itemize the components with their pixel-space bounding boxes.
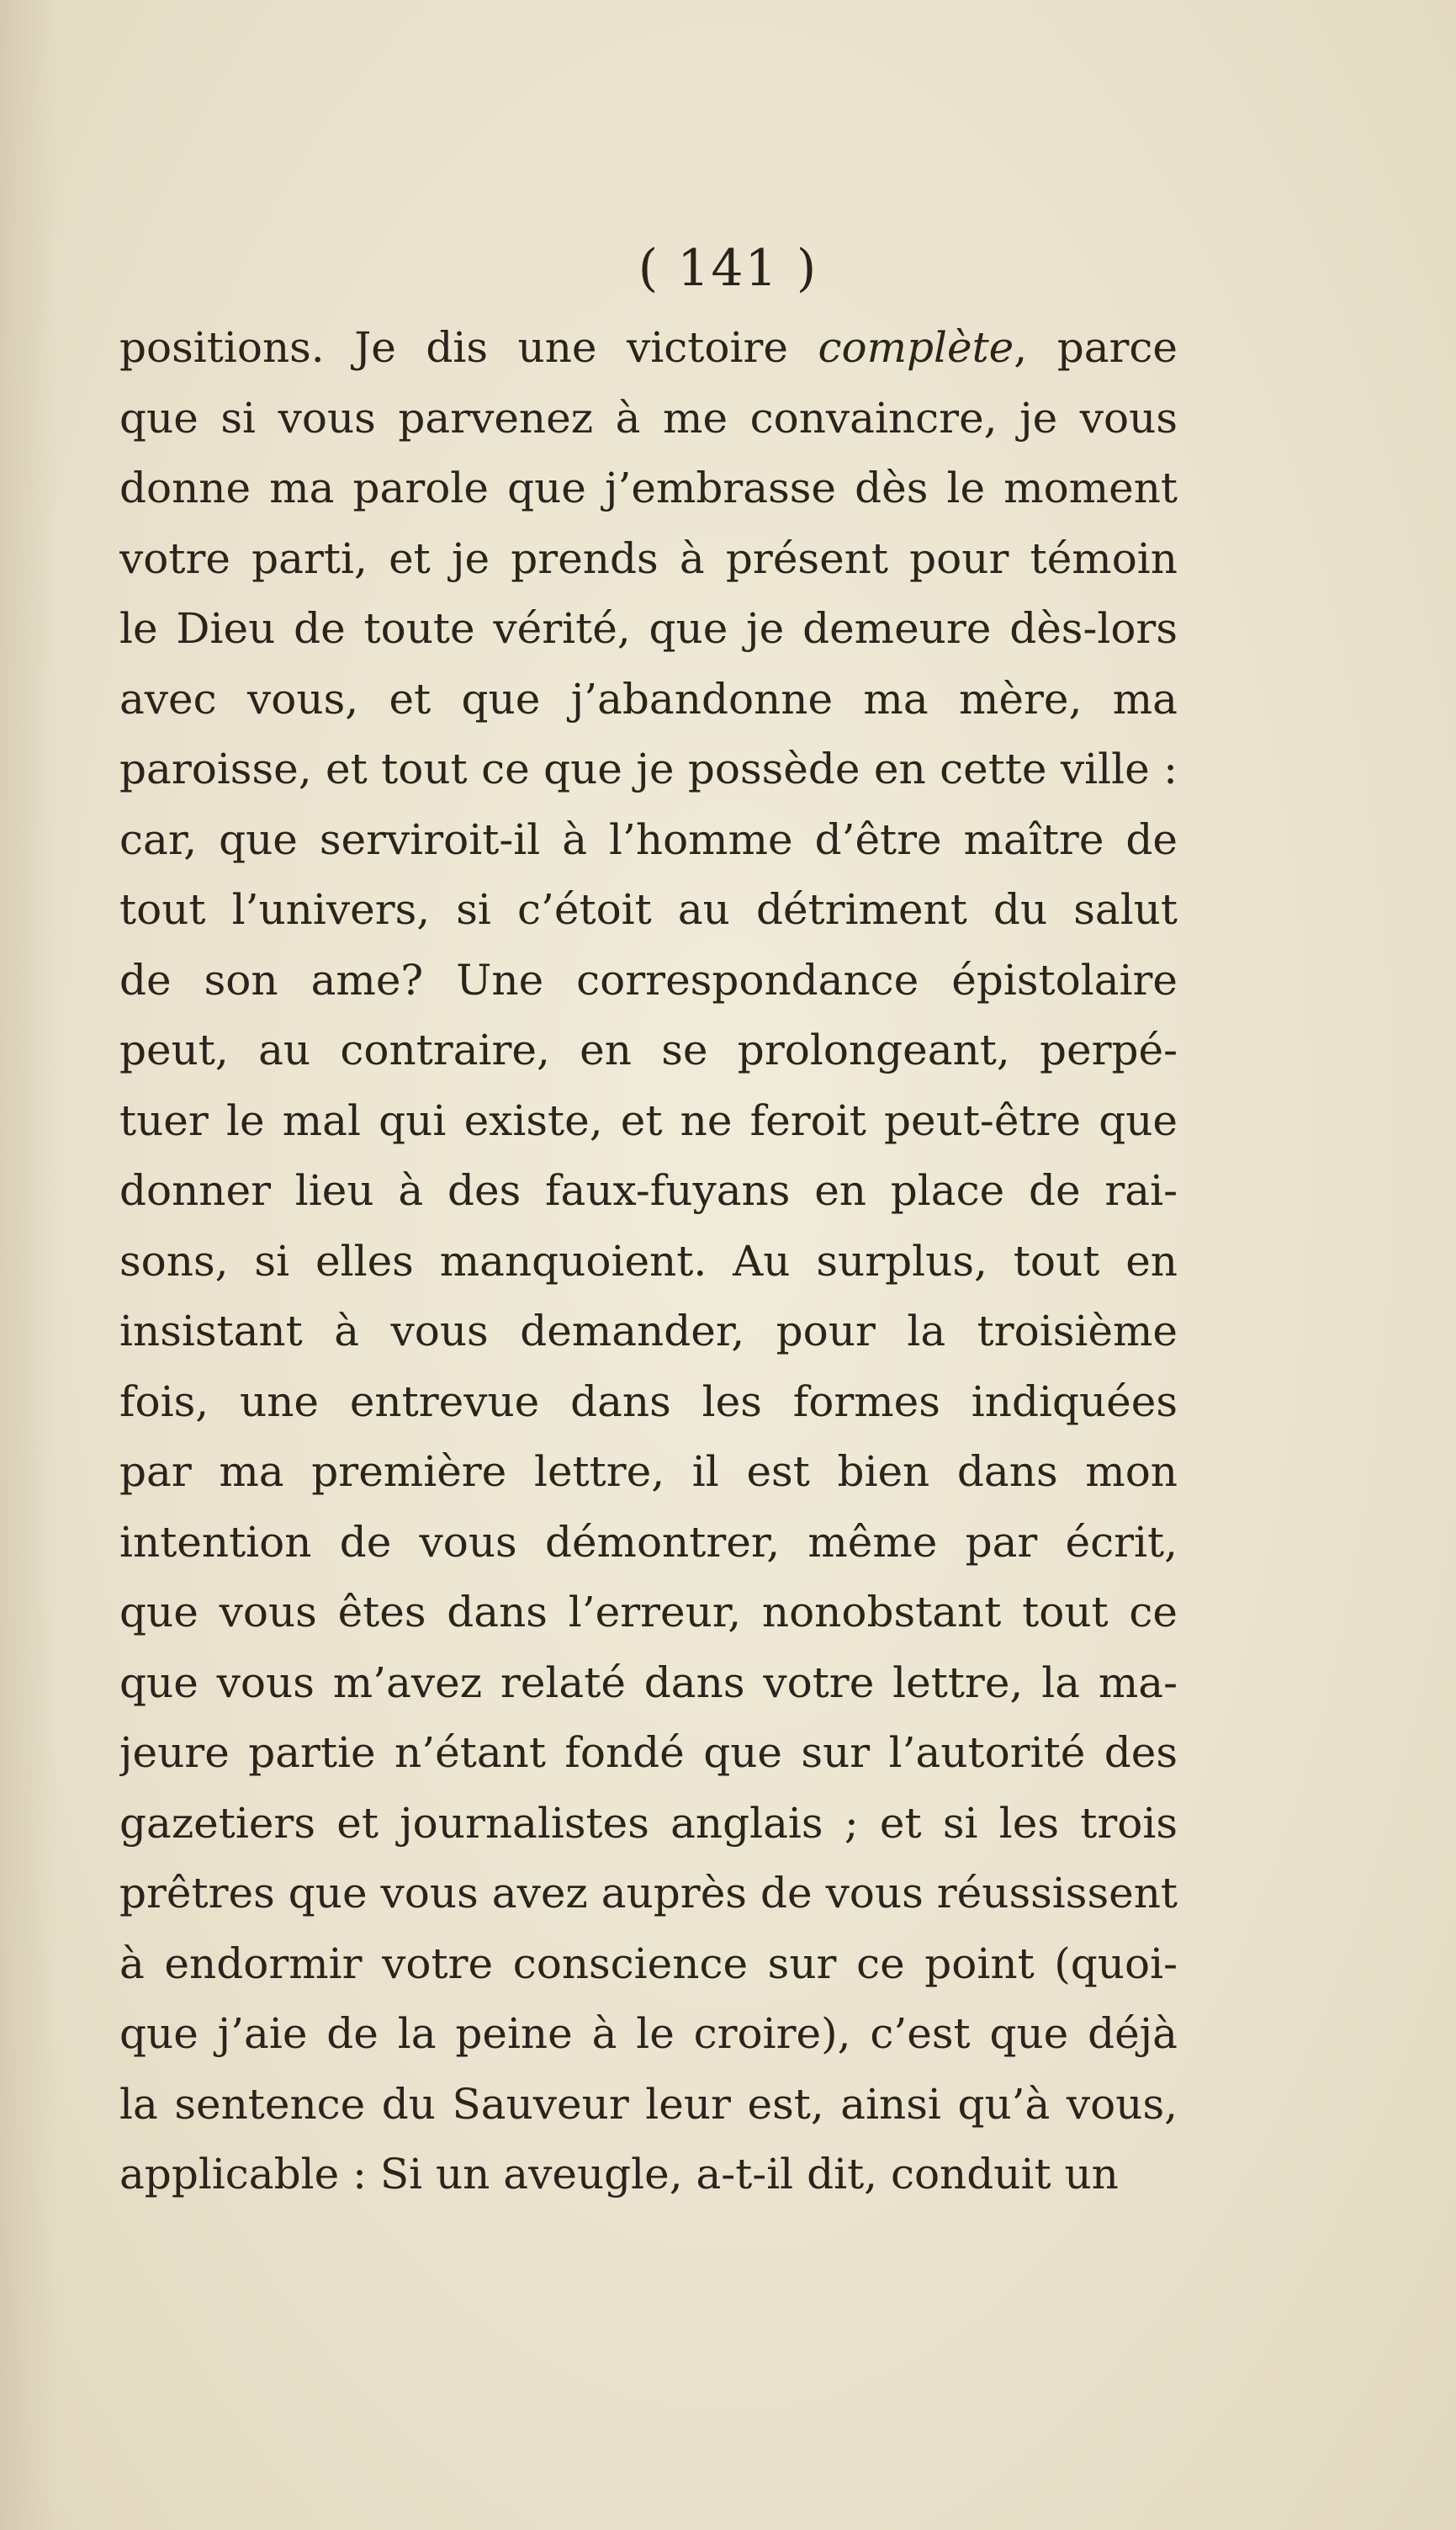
text-line: que si vous parvenez à me convaincre, je vous [119, 393, 1178, 443]
text-line: donne ma parole que j’embrasse dès le moment [119, 464, 1178, 512]
text-line: avec vous, et que j’abandonne ma mère, ma [119, 674, 1178, 724]
text-line: prêtres que vous avez auprès de vous réussissent [119, 1869, 1178, 1917]
text-line: car, que serviroit-il à l’homme d’être maître de [119, 814, 1178, 864]
text-line: à endormir votre conscience sur ce point (quoi- [119, 1939, 1178, 1988]
text-segment: positions. Je dis une victoire [119, 323, 818, 372]
text-line: que vous m’avez relaté dans votre lettre, la ma- [119, 1657, 1178, 1707]
text-line: fois, une entrevue dans les formes indiquées [119, 1376, 1178, 1426]
text-line: tout l’univers, si c’étoit au détriment du salut [119, 885, 1178, 934]
text-line: peut, au contraire, en se prolongeant, perpé- [119, 1026, 1178, 1074]
text-line: gazetiers et journalistes anglais ; et si les trois [119, 1798, 1178, 1848]
text-line: la sentence du Sauveur leur est, ainsi qu’à vous, [119, 2079, 1178, 2129]
text-line: intention de vous démontrer, même par écrit, [119, 1517, 1178, 1567]
text-line: le Dieu de toute vérité, que je demeure dès-lors [119, 604, 1178, 653]
page-number: ( 141 ) [638, 239, 818, 298]
text-line: de son ame? Une correspondance épistolaire [119, 955, 1178, 1005]
text-line: insistant à vous demander, pour la troisième [119, 1307, 1178, 1355]
text-segment: , parce [1014, 323, 1178, 372]
text-line: jeure partie n’étant fondé que sur l’autorité des [119, 1728, 1178, 1777]
page-gutter-shadow [0, 0, 59, 2530]
text-line: donner lieu à des faux-fuyans en place de rai- [119, 1166, 1178, 1215]
text-line: que vous êtes dans l’erreur, nonobstant tout ce [119, 1588, 1178, 1636]
text-line: que j’aie de la peine à le croire), c’est que déjà [119, 2009, 1178, 2058]
text-line: par ma première lettre, il est bien dans mon [119, 1447, 1178, 1496]
text-line: votre parti, et je prends à présent pour témoin [119, 533, 1178, 583]
text-line: sons, si elles manquoient. Au surplus, tout en [119, 1236, 1178, 1286]
text-line [119, 313, 1178, 384]
text-line: paroisse, et tout ce que je possède en cette ville : [119, 745, 1178, 793]
body-text [119, 313, 1178, 2210]
text-line: applicable : Si un aveugle, a-t-il dit, conduit un [119, 2150, 1119, 2199]
emphasis-word: complète [818, 323, 1014, 372]
text-line: tuer le mal qui existe, et ne feroit peut-être que [119, 1095, 1178, 1145]
